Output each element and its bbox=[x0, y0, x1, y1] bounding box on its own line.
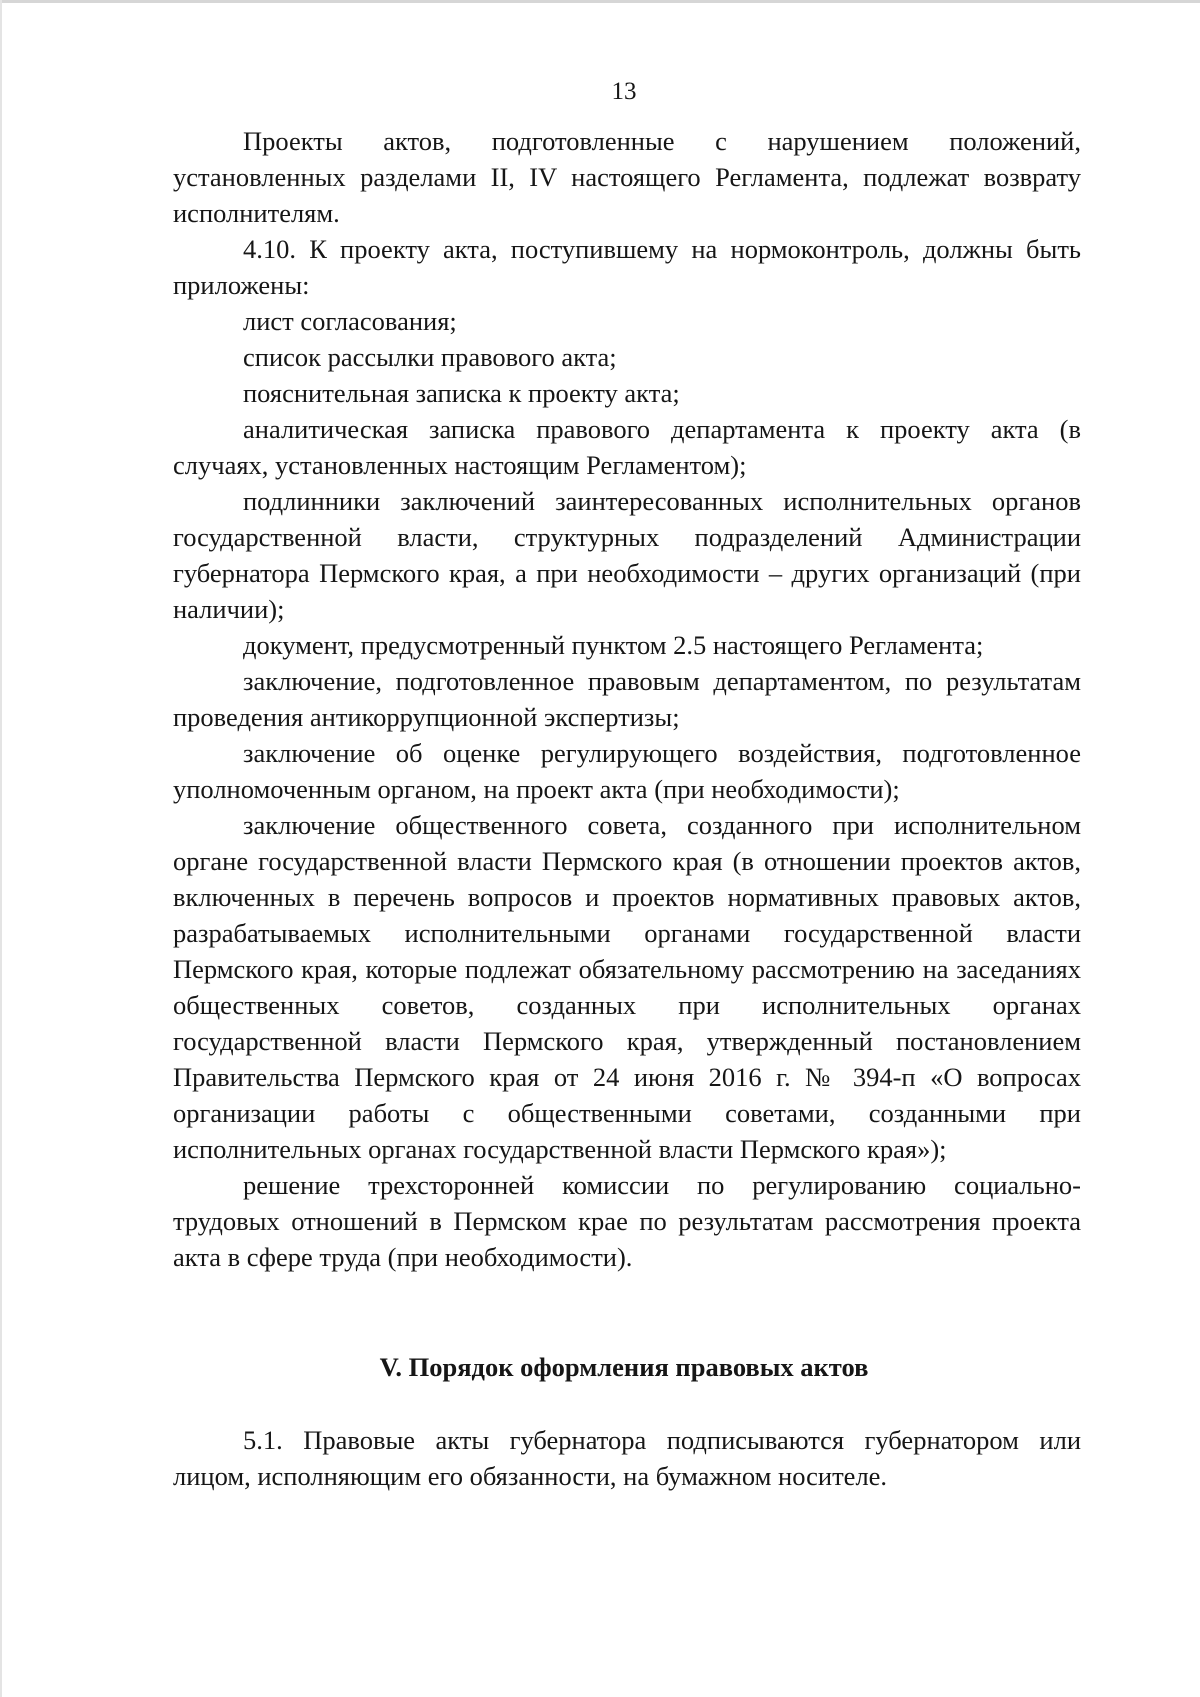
paragraph-4-10: 4.10. К проекту акта, поступившему на нормоконтроль, должны быть приложены: bbox=[173, 234, 1081, 300]
list-item-document-2-5: документ, предусмотренный пунктом 2.5 настоящего Регламента; bbox=[243, 630, 984, 660]
paragraph-5-1: 5.1. Правовые акты губернатора подписываются губернатором или лицом, исполняющим его обязанности, на бумажном носителе. bbox=[173, 1425, 1081, 1491]
scan-edge-top bbox=[0, 0, 1200, 3]
section-heading: V. Порядок оформления правовых актов bbox=[379, 1352, 869, 1382]
list-item-anticorruption-conclusion: заключение, подготовленное правовым департаментом, по результатам проведения антикоррупционной экспертизы; bbox=[173, 666, 1081, 732]
scan-edge-left bbox=[0, 0, 2, 1697]
list-item-tripartite-commission-decision: решение трехсторонней комиссии по регулированию социально-трудовых отношений в Пермском крае по результатам рассмотрения проекта акта в сфере труда (при необходимости). bbox=[173, 1170, 1081, 1272]
list-item-public-council-conclusion: заключение общественного совета, созданного при исполнительном органе государственной власти Пермского края (в отношении проектов актов, включенных в перечень вопросов и проектов нормативных правовых актов, разрабатываемых исполнительными органами государственной власти Пермского края, которые подлежат обязательному рассмотрению на заседаниях общественных советов, созданных при исполнительных органах государственной власти Пермского края, утвержденный постановлением Правительства Пермского края от 24 июня 2016 г. № 394-п «О вопросах организации работы с общественными советами, созданными при исполнительных органах государственной власти Пермского края»); bbox=[173, 810, 1081, 1164]
paragraph-return-to-executors: Проекты актов, подготовленные с нарушением положений, установленных разделами II, IV настоящего Регламента, подлежат возврату исполнителям. bbox=[173, 126, 1081, 228]
list-item-mailing-list: список рассылки правового акта; bbox=[243, 342, 617, 372]
page-number: 13 bbox=[611, 78, 637, 105]
document-body bbox=[173, 123, 1081, 1275]
list-item-explanatory-note: пояснительная записка к проекту акта; bbox=[243, 378, 680, 408]
list-item-approval-sheet: лист согласования; bbox=[243, 306, 457, 336]
list-item-original-conclusions: подлинники заключений заинтересованных исполнительных органов государственной власти, структурных подразделений Администрации губернатора Пермского края, а при необходимости – других организаций (при наличии); bbox=[173, 486, 1081, 624]
list-item-analytical-note: аналитическая записка правового департамента к проекту акта (в случаях, установленных настоящим Регламентом); bbox=[173, 414, 1081, 480]
list-item-regulatory-impact-conclusion: заключение об оценке регулирующего воздействия, подготовленное уполномоченным органом, на проект акта (при необходимости); bbox=[173, 738, 1081, 804]
